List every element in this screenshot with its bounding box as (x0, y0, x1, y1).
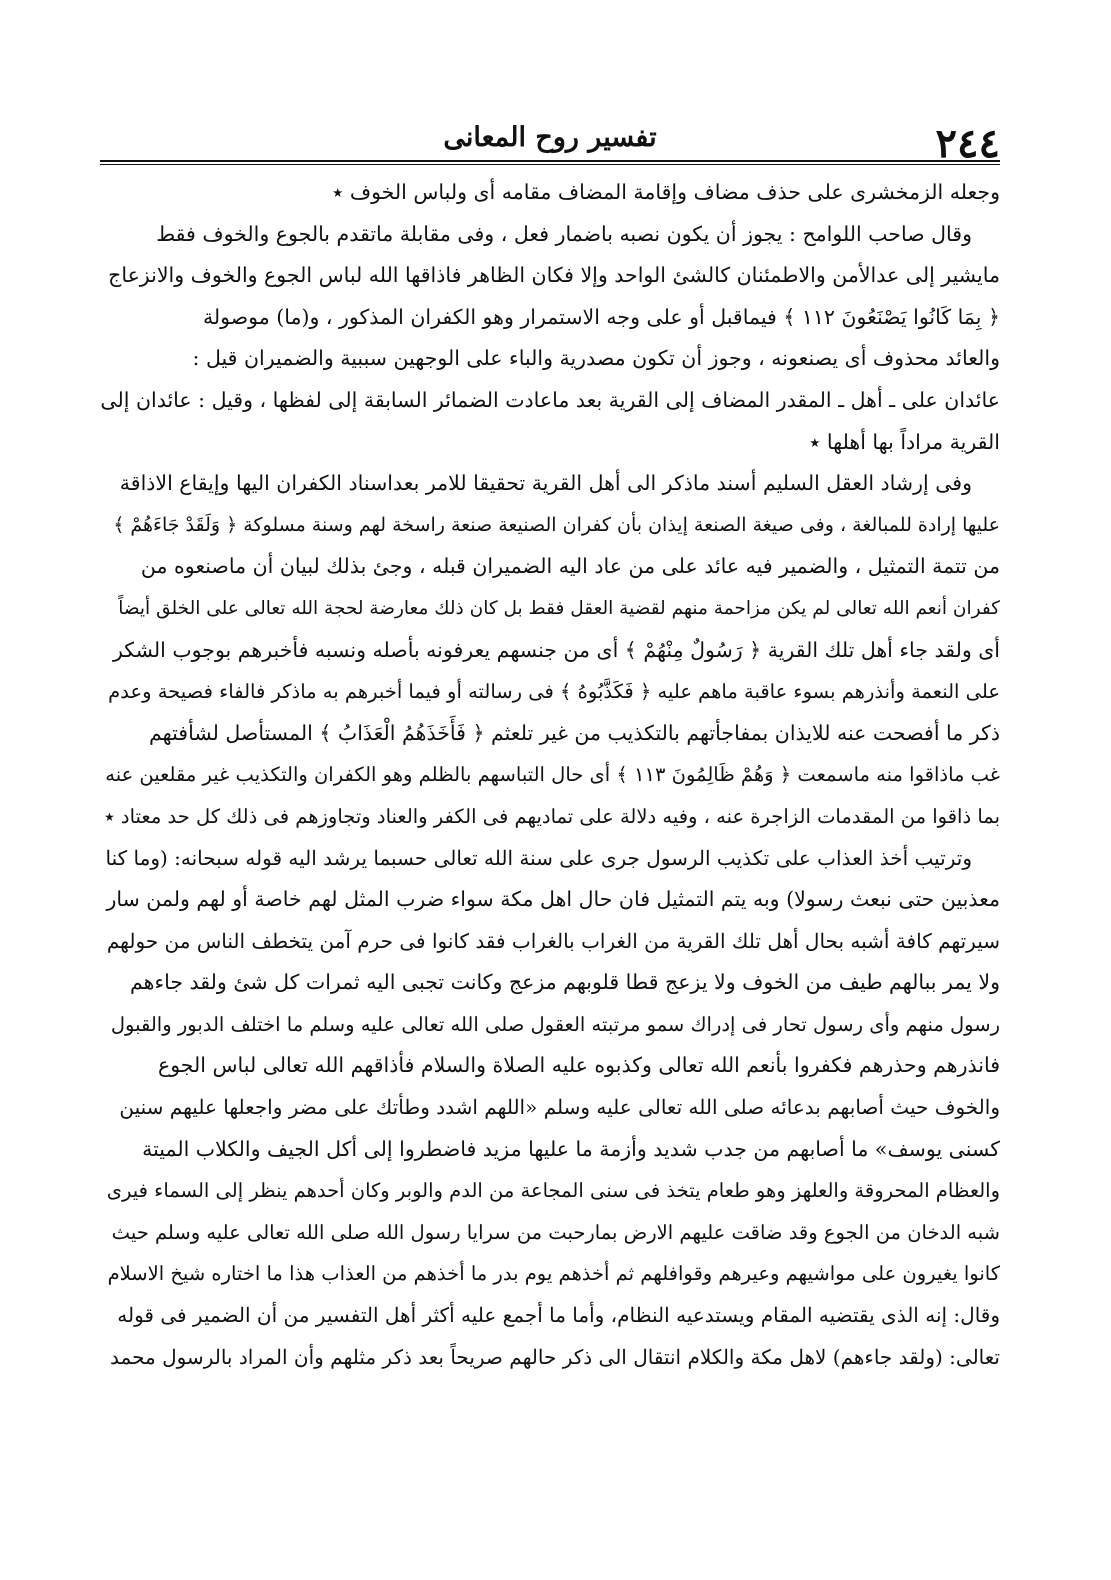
text-line: وترتيب أخذ العذاب على تكذيب الرسول جرى على سنة الله تعالى حسبما يرشد اليه قوله سبحانه: (وما كنا (105, 845, 972, 870)
text-line: أى ولقد جاء أهل تلك القرية ﴿ رَسُولٌ مِنْهُمْ ﴾ أى من جنسهم يعرفونه بأصله ونسبه فأخبرهم بوجوب الشكر (113, 637, 1000, 662)
text-line: كفران أنعم الله تعالى لم يكن مزاحمة منهم لقضية العقل فقط بل كان ذلك معارضة لحجة الله تعالى على الخلق أيضاً (118, 597, 1000, 619)
text-line: كسنى يوسف» ما أصابهم من جدب شديد وأزمة ما عليها مزيد فاضطروا إلى أكل الجيف والكلاب الميتة (142, 1136, 1000, 1161)
text-line: فانذرهم وحذرهم فكفروا بأنعم الله تعالى وكذبوه عليه الصلاة والسلام فأذاقهم الله تعالى لباس الجوع (157, 1053, 1000, 1078)
text-line: على النعمة وأنذرهم بسوء عاقبة ماهم عليه ﴿ فَكَذَّبُوهُ ﴾ فى رسالته أو فيما أخبرهم به ماذكر فالفاء فصيحة وعدم (108, 680, 1000, 704)
text-line: القرية مراداً بها أهلها ٭ (809, 429, 1000, 454)
text-line: ولا يمر ببالهم طيف من الخوف ولا يزعج قطا قلوبهم مزعج وكانت تجبى اليه ثمرات كل شئ ولقد جاءهم (130, 970, 1000, 995)
text-line: تعالى: (ولقد جاءهم) لاهل مكة والكلام انتقال الى ذكر حالهم صريحاً بعد ذكر مثلهم وأن المراد بالرسول محمد (110, 1344, 1000, 1369)
text-line: غب ماذاقوا منه ماسمعت ﴿ وَهُمْ ظَالِمُونَ ١١٣ ﴾ أى حال التباسهم بالظلم وهو الكفران والتكذيب غير مقلعين عنه (105, 763, 1000, 787)
text-line: من تتمة التمثيل ، والضمير فيه عائد على من عاد اليه الضميران قبله ، وجئ بذلك لبيان أن ماصنعوه من (140, 554, 1000, 579)
text-line: والعائد محذوف أى يصنعونه ، وجوز أن تكون مصدرية والباء على الوجهين سببية والضميران قيل : (192, 346, 1000, 371)
text-line: وجعله الزمخشرى على حذف مضاف وإقامة المضاف مقامه أى ولباس الخوف ٭ (332, 180, 1000, 204)
text-line: وقال صاحب اللوامح : يجوز أن يكون نصبه باضمار فعل ، وفى مقابلة ماتقدم بالجوع والخوف فقط (156, 221, 972, 246)
text-line: معذبين حتى نبعث رسولا) وبه يتم التمثيل فان حال اهل مكة سواء ضرب المثل لهم خاصة أو لهم ولمن سار (106, 887, 1000, 912)
text-line: عليها إرادة للمبالغة ، وفى صيغة الصنعة إيذان بأن كفران الصنيعة صنعة راسخة لهم وسنة مسلوكة ﴿ وَلَقَدْ جَاءَهُمْ ﴾ (113, 513, 1000, 536)
text-line: والعظام المحروقة والعلهز وهو طعام يتخذ فى سنى المجاعة من الدم والوبر وكان أحدهم ينظر إلى السماء فيرى (106, 1179, 1000, 1203)
text-line: سيرتهم كافة أشبه بحال أهل تلك القرية من الغراب بالغراب فقد كانوا فى حرم آمن يتخطف الناس من حولهم (106, 928, 1000, 953)
page-header (100, 118, 1000, 167)
text-line: ذكر ما أفصحت عنه للايذان بمفاجأتهم بالتكذيب من غير تلعثم ﴿ فَأَخَذَهُمُ الْعَذَابُ ﴾ المستأصل لشأفتهم (149, 720, 1000, 745)
text-line: شبه الدخان من الجوع وقد ضاقت عليهم الارض بمارحبت من سرايا رسول الله صلى الله تعالى عليه وسلم حيث (111, 1220, 1000, 1244)
text-line: رسول منهم وأى رسول تحار فى إدراك سمو مرتبته العقول صلى الله تعالى عليه وسلم ما اختلف الدبور والقبول (110, 1012, 1000, 1036)
text-line: وفى إرشاد العقل السليم أسند ماذكر الى أهل القرية تحقيقا للامر بعداسناد الكفران اليها وإيقاع الاذاقة (119, 471, 972, 496)
text-line: كانوا يغيرون على مواشيهم وعيرهم وقوافلهم ثم أخذهم يوم بدر ما أخذهم من العذاب هذا ما اختاره شيخ الاسلام (107, 1262, 1000, 1286)
page-number: ٢٤٤ (935, 120, 1000, 167)
header-rule (100, 160, 1000, 165)
text-line: ﴿ بِمَا كَانُوا يَصْنَعُونَ ١١٢ ﴾ فيماقبل أو على وجه الاستمرار وهو الكفران المذكور ، و(ما) موصولة (202, 304, 1000, 329)
text-line: وقال: إنه الذى يقتضيه المقام ويستدعيه النظام، وأما ما أجمع عليه أكثر أهل التفسير من أن الضمير فى قوله (117, 1303, 1000, 1328)
body-text (100, 172, 1000, 1378)
text-line: بما ذاقوا من المقدمات الزاجرة عنه ، وفيه دلالة على تماديهم فى الكفر والعناد وتجاوزهم فى ذلك كل حد معتاد ٭ (104, 804, 1000, 828)
running-title: تفسير روح المعانى (443, 122, 657, 153)
text-line: مايشير إلى عدالأمن والاطمئنان كالشئ الواحد وإلا فكان الظاهر فاذاقها الله لباس الجوع والخوف والانزعاج (108, 263, 1000, 288)
text-line: والخوف حيث أصابهم بدعائه صلى الله تعالى عليه وسلم «اللهم اشدد وطأتك على مضر واجعلها عليهم سنين (119, 1095, 1000, 1120)
text-line: عائدان على ـ أهل ـ المقدر المضاف إلى القرية بعد ماعادت الضمائر السابقة إلى لفظها ، وقيل : عائدان إلى (100, 387, 1000, 412)
